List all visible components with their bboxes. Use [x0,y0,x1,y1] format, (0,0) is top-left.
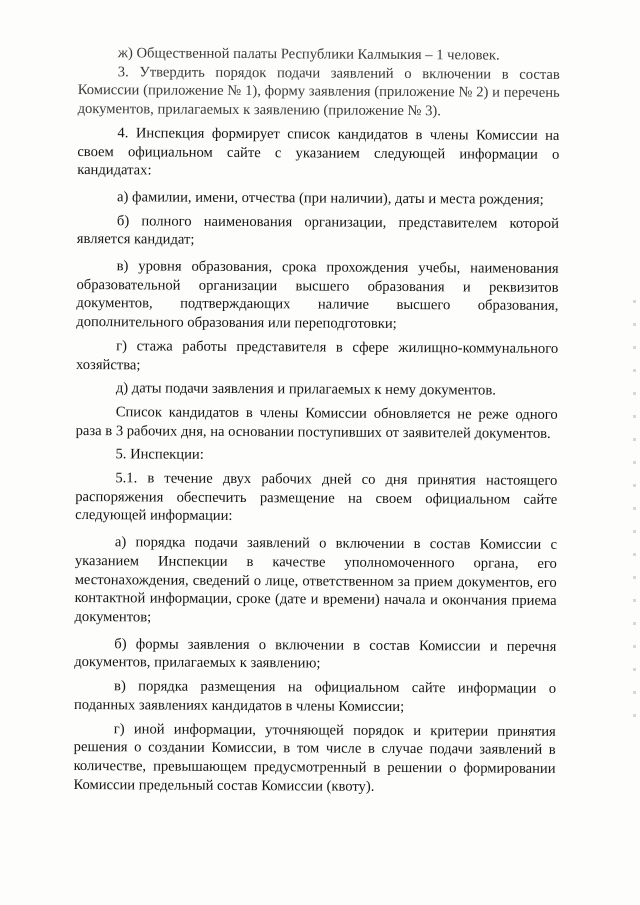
paragraph-item-5-1g: г) иной информации, уточняющей порядок и критерии принятия решения о создании Комиссии, в том числе в случае подачи заявлений в количестве, превышающем предусмотренный в решении о формировании Комиссии предельный состав Комиссии (квоту). [73,720,556,795]
paragraph-item-3: 3. Утвердить порядок подачи заявлений о включении в состав Комиссии (приложение № 1), форму заявления (приложение № 2) и перечень документов, прилагаемых к заявлению (приложение № 3). [77,63,560,120]
paragraph-item-5: 5. Инспекции: [115,446,204,464]
paragraph-item-4: 4. Инспекция формирует список кандидатов в члены Комиссии на своем официальном сайте с указанием следующей информации о кандидатах: [77,125,560,179]
paragraph-item-5-1b: б) формы заявления о включении в состав Комиссии и перечня документов, прилагаемых к заявлению; [74,635,557,672]
paragraph-list-update: Список кандидатов в члены Комиссии обновляется не реже одного раза в 3 рабочих дня, на основании поступивших от заявителей документов. [75,404,558,442]
paragraph-item-4a: а) фамилии, имени, отчества (при наличии), даты и места рождения; [117,189,544,208]
paragraph-item-4b: б) полного наименования организации, представителем которой является кандидат; [76,212,559,249]
paragraph-item-5-1v: в) порядка размещения на официальном сайте информации о поданных заявлениях кандидатов в члены Комиссии; [73,678,557,715]
document-body [73,44,560,797]
paragraph-council-item-zh: ж) Общественной палаты Республики Калмыкия – 1 человек. [117,45,500,64]
scan-edge-marks [633,300,636,720]
paragraph-item-4g: г) стажа работы представителя в сфере жилищно-коммунального хозяйства; [75,338,559,373]
paragraph-item-5-1a: а) порядка подачи заявлений о включении в состав Комиссии с указанием Инспекции в качестве уполномоченного органа, его местонахождения, сведений о лице, ответственном за прием документов, его контактной информации, сроке (дате и времени) начала и окончания приема документов; [74,534,557,626]
paragraph-item-4d: д) даты подачи заявления и прилагаемых к нему документов. [115,380,496,399]
paragraph-item-5-1: 5.1. в течение двух рабочих дней со дня принятия настоящего распоряжения обеспечить размещение на своем официальном сайте следующей информации: [75,470,558,525]
paragraph-item-4v: в) уровня образования, срока прохождения учебы, наименования образовательной организации высшего образования и реквизитов документов, подтверждающих наличие высшего образования, дополнительного образования или переподготовки; [76,258,559,333]
